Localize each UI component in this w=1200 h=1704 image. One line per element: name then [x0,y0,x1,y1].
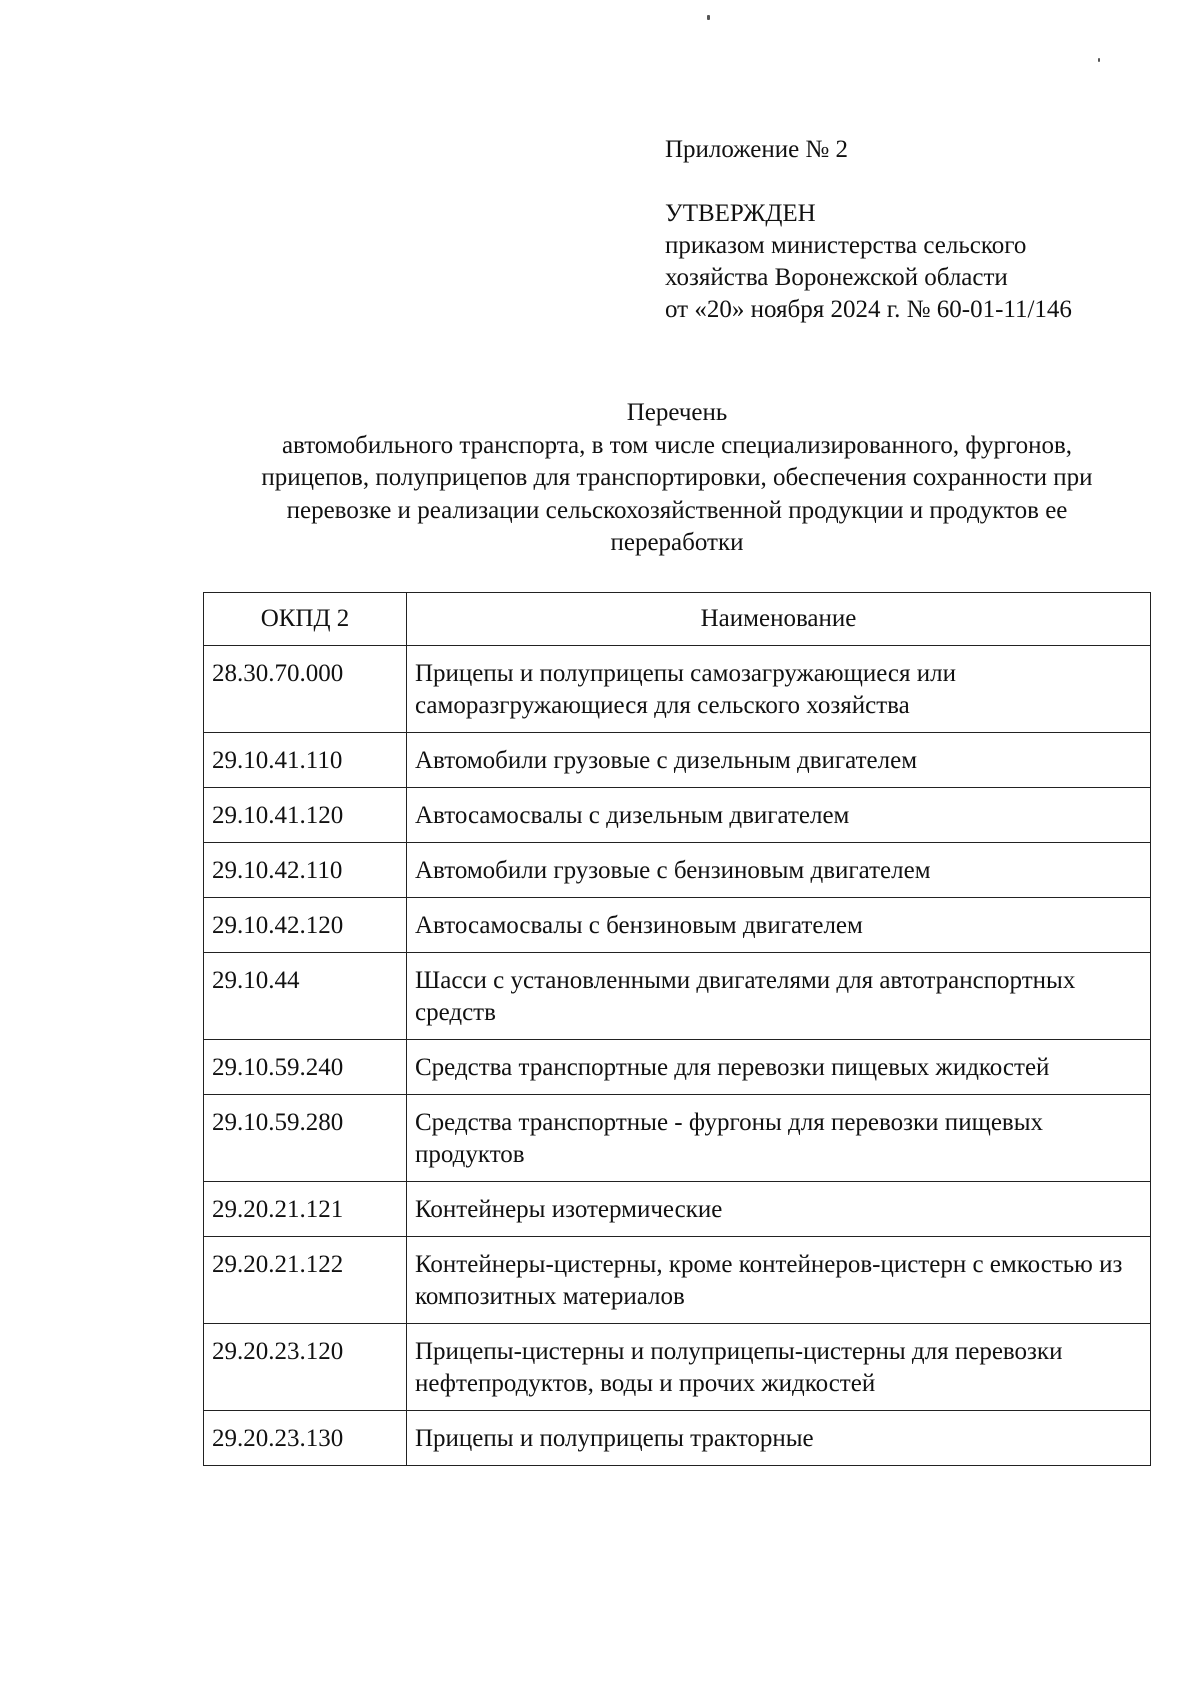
item-name-cell: Автосамосвалы с бензиновым двигателем [407,898,1151,953]
item-name-cell: Средства транспортные - фургоны для перевозки пищевых продуктов [407,1095,1151,1182]
item-name-cell: Автомобили грузовые с бензиновым двигателем [407,843,1151,898]
approval-line: хозяйства Воронежской области [665,264,1008,291]
table-row [204,1411,1151,1466]
table-row [204,1182,1151,1237]
item-name-cell: Автомобили грузовые с дизельным двигателем [407,733,1151,788]
okpd-code-cell: 29.10.42.110 [204,843,407,898]
document-title [190,397,1164,560]
approval-block [665,134,1165,326]
table-row [204,843,1151,898]
scan-speck [707,15,710,20]
approval-line: приказом министерства сельского [665,232,1027,259]
item-name-cell: Шасси с установленными двигателями для автотранспортных средств [407,953,1151,1040]
table-row [204,1095,1151,1182]
column-header-code: ОКПД 2 [204,593,407,646]
table-row [204,1324,1151,1411]
table-row [204,1237,1151,1324]
okpd-code-cell: 29.10.41.110 [204,733,407,788]
table-header-row [204,593,1151,646]
table-row [204,788,1151,843]
okpd-code-cell: 29.20.21.122 [204,1237,407,1324]
title-line: Перечень [626,399,728,426]
approved-label: УТВЕРЖДЕН [665,200,816,227]
okpd-code-cell: 29.20.23.120 [204,1324,407,1411]
okpd-code-cell: 29.10.44 [204,953,407,1040]
title-line: переработки [610,529,744,556]
okpd-code-cell: 29.20.23.130 [204,1411,407,1466]
okpd-code-cell: 29.10.59.280 [204,1095,407,1182]
okpd-code-cell: 28.30.70.000 [204,646,407,733]
okpd-code-cell: 29.10.41.120 [204,788,407,843]
scan-speck [1098,58,1100,62]
table-row [204,898,1151,953]
okpd-code-cell: 29.10.59.240 [204,1040,407,1095]
okpd-table [203,592,1151,1466]
item-name-cell: Контейнеры-цистерны, кроме контейнеров-цистерн с емкостью из композитных материалов [407,1237,1151,1324]
item-name-cell: Автосамосвалы с дизельным двигателем [407,788,1151,843]
okpd-code-cell: 29.20.21.121 [204,1182,407,1237]
annex-number: Приложение № 2 [665,136,849,163]
column-header-name: Наименование [407,593,1151,646]
table-row [204,1040,1151,1095]
table-row [204,646,1151,733]
title-line: автомобильного транспорта, в том числе специализированного, фургонов, [281,431,1073,459]
item-name-cell: Прицепы и полуприцепы тракторные [407,1411,1151,1466]
item-name-cell: Средства транспортные для перевозки пищевых жидкостей [407,1040,1151,1095]
table-row [204,733,1151,788]
okpd-code-cell: 29.10.42.120 [204,898,407,953]
approval-order-date: от «20» ноября 2024 г. № 60-01-11/146 [665,296,1072,323]
item-name-cell: Прицепы-цистерны и полуприцепы-цистерны для перевозки нефтепродуктов, воды и прочих жидкостей [407,1324,1151,1411]
item-name-cell: Контейнеры изотермические [407,1182,1151,1237]
table-row [204,953,1151,1040]
title-line: перевозке и реализации сельскохозяйственной продукции и продуктов ее [286,496,1068,524]
title-line: прицепов, полуприцепов для транспортировки, обеспечения сохранности при [261,464,1093,491]
item-name-cell: Прицепы и полуприцепы самозагружающиеся или саморазгружающиеся для сельского хозяйства [407,646,1151,733]
